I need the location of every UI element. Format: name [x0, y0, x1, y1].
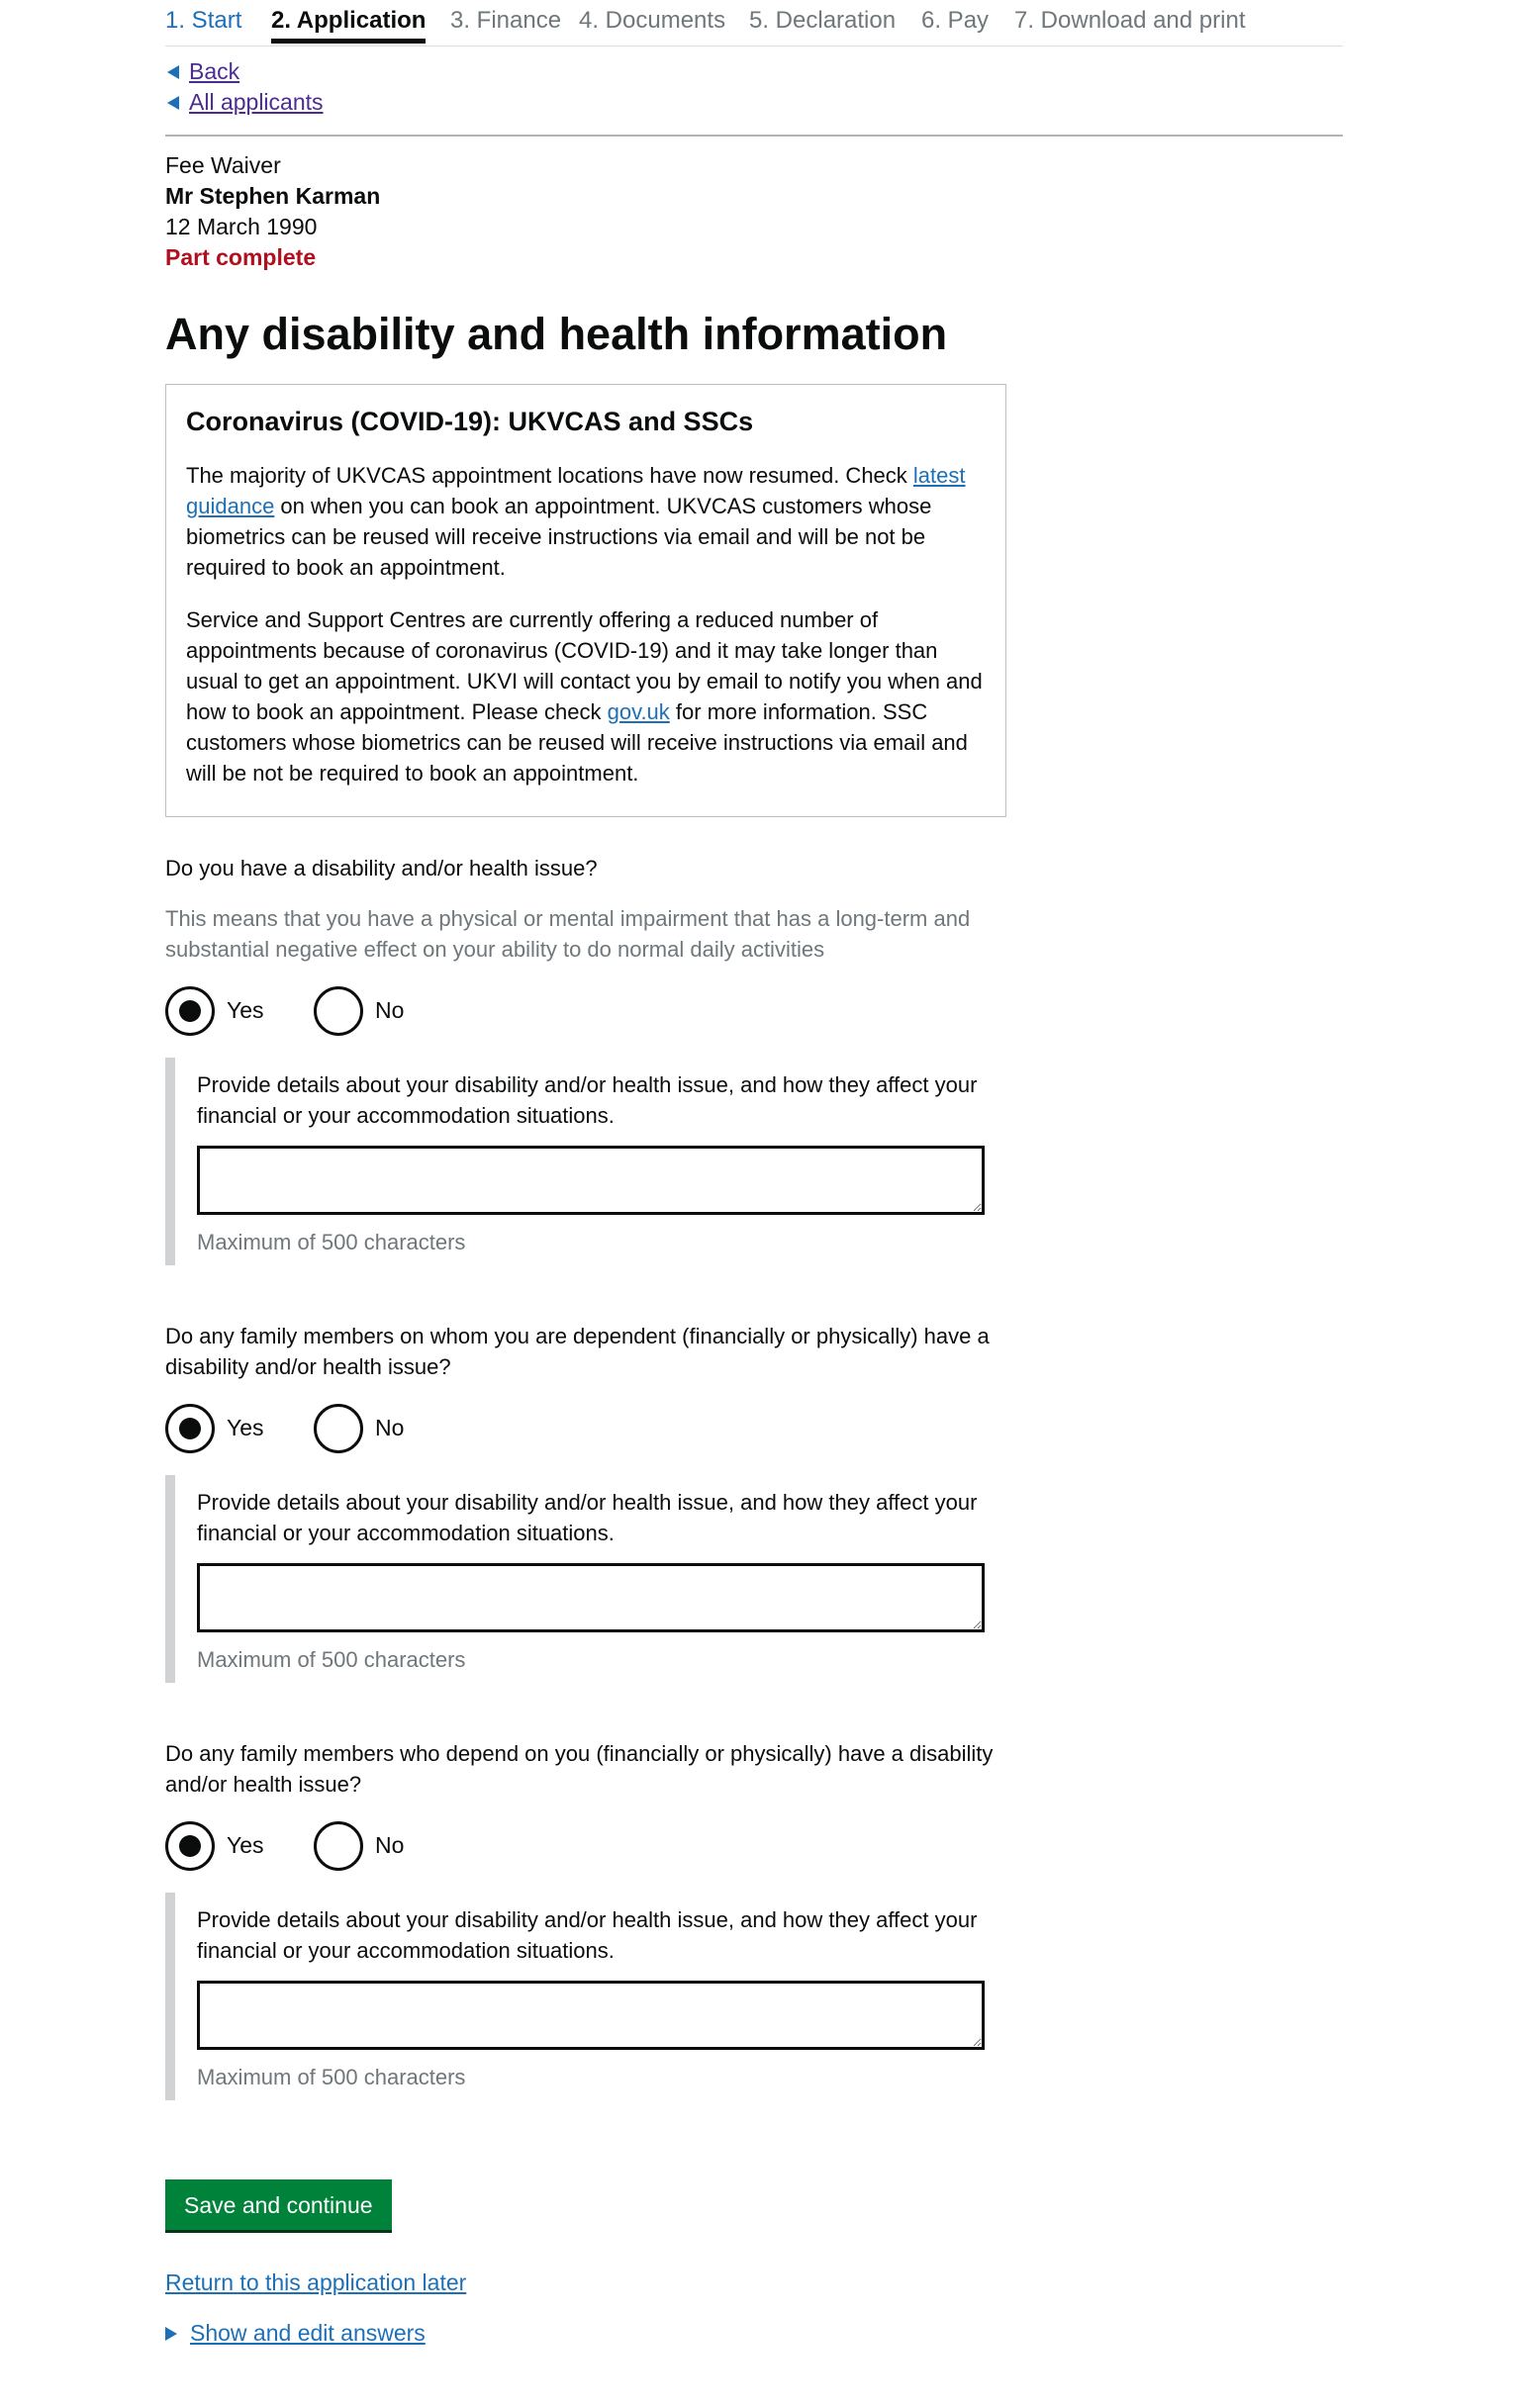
back-link[interactable]: Back [165, 56, 1343, 87]
radio-no-label[interactable]: No [375, 1832, 405, 1858]
applicant-dob: 12 March 1990 [165, 214, 318, 239]
radio-yes-label[interactable]: Yes [227, 997, 264, 1023]
question-dependent-on-family [165, 1321, 1006, 1683]
latest-guidance-link[interactable]: latest guidance [186, 463, 966, 518]
step-start[interactable]: 1. Start [165, 7, 242, 34]
return-later-link[interactable]: Return to this application later [165, 2269, 467, 2295]
radio-selected-icon[interactable] [165, 1821, 215, 1871]
step-pay: 6. Pay [921, 7, 990, 34]
save-and-continue-button[interactable]: Save and continue [165, 2179, 392, 2230]
step-application[interactable]: 2. Application [271, 7, 427, 34]
covid-notice-panel [165, 384, 1006, 817]
step-download-print: 7. Download and print [1014, 7, 1246, 34]
question-hint: This means that you have a physical or mental impairment that has a long-term and substantial negative effect on your ability to do normal daily activities [165, 906, 971, 962]
details-label: Provide details about your disability and/or health issue, and how they affect your financial or your accommodation situations. [197, 1490, 978, 1545]
question-own-disability [165, 853, 1006, 1265]
question-family-dependent-on-you [165, 1738, 1006, 2100]
radio-group [165, 1404, 1006, 1453]
show-edit-answers-label[interactable]: Show and edit answers [190, 2320, 426, 2346]
conditional-details [165, 1475, 1006, 1683]
back-links [165, 56, 1343, 118]
application-type: Fee Waiver [165, 152, 281, 178]
question-label: Do you have a disability and/or health issue? [165, 856, 598, 880]
character-limit: Maximum of 500 characters [197, 2065, 466, 2089]
character-limit: Maximum of 500 characters [197, 1647, 466, 1672]
details-textarea[interactable] [197, 1563, 985, 1632]
status-badge: Part complete [165, 244, 317, 270]
notice-title: Coronavirus (COVID-19): UKVCAS and SSCs [186, 407, 754, 436]
conditional-details [165, 1058, 1006, 1265]
gov-uk-link[interactable]: gov.uk [607, 699, 670, 724]
step-declaration: 5. Declaration [749, 7, 897, 34]
radio-no-label[interactable]: No [375, 997, 405, 1023]
radio-unselected-icon[interactable] [314, 1404, 363, 1453]
radio-no-label[interactable]: No [375, 1415, 405, 1440]
radio-yes-label[interactable]: Yes [227, 1832, 264, 1858]
details-textarea[interactable] [197, 1981, 985, 2050]
radio-yes-label[interactable]: Yes [227, 1415, 264, 1440]
show-edit-answers-toggle[interactable] [165, 2318, 426, 2349]
radio-group [165, 1821, 1006, 1871]
applicant-name: Mr Stephen Karman [165, 183, 381, 209]
step-documents: 4. Documents [579, 7, 726, 34]
all-applicants-link[interactable]: All applicants [165, 87, 1343, 118]
character-limit: Maximum of 500 characters [197, 1230, 466, 1254]
radio-group [165, 986, 1006, 1036]
page-container [165, 0, 1343, 2349]
details-textarea[interactable] [197, 1146, 985, 1215]
radio-selected-icon[interactable] [165, 1404, 215, 1453]
radio-unselected-icon[interactable] [314, 986, 363, 1036]
applicant-summary [165, 150, 1343, 273]
details-label: Provide details about your disability and/or health issue, and how they affect your financial or your accommodation situations. [197, 1907, 978, 1963]
radio-unselected-icon[interactable] [314, 1821, 363, 1871]
step-navigation [165, 0, 1343, 46]
question-label: Do any family members on whom you are dependent (financially or physically) have a disability and/or health issue? [165, 1324, 990, 1379]
divider [165, 135, 1343, 137]
radio-selected-icon[interactable] [165, 986, 215, 1036]
notice-paragraph-2: Service and Support Centres are currently offering a reduced number of appointments because of coronavirus (COVID-19) and it may take longer than usual to get an appointment. UKVI will contact you by email to notify you when and how to book an appointment. Please check gov.uk for more information. SSC customers whose biometrics can be reused will receive instructions via email and will be not be required to book an appointment. [186, 607, 983, 786]
notice-paragraph-1: The majority of UKVCAS appointment locations have now resumed. Check latest guidance on when you can book an appointment. UKVCAS customers whose biometrics can be reused will receive instructions via email and will be not be required to book an appointment. [186, 463, 966, 580]
conditional-details [165, 1893, 1006, 2100]
step-finance: 3. Finance [450, 7, 562, 34]
details-label: Provide details about your disability and/or health issue, and how they affect your financial or your accommodation situations. [197, 1072, 978, 1128]
question-label: Do any family members who depend on you (financially or physically) have a disability and/or health issue? [165, 1741, 994, 1797]
page-title: Any disability and health information [165, 309, 948, 359]
